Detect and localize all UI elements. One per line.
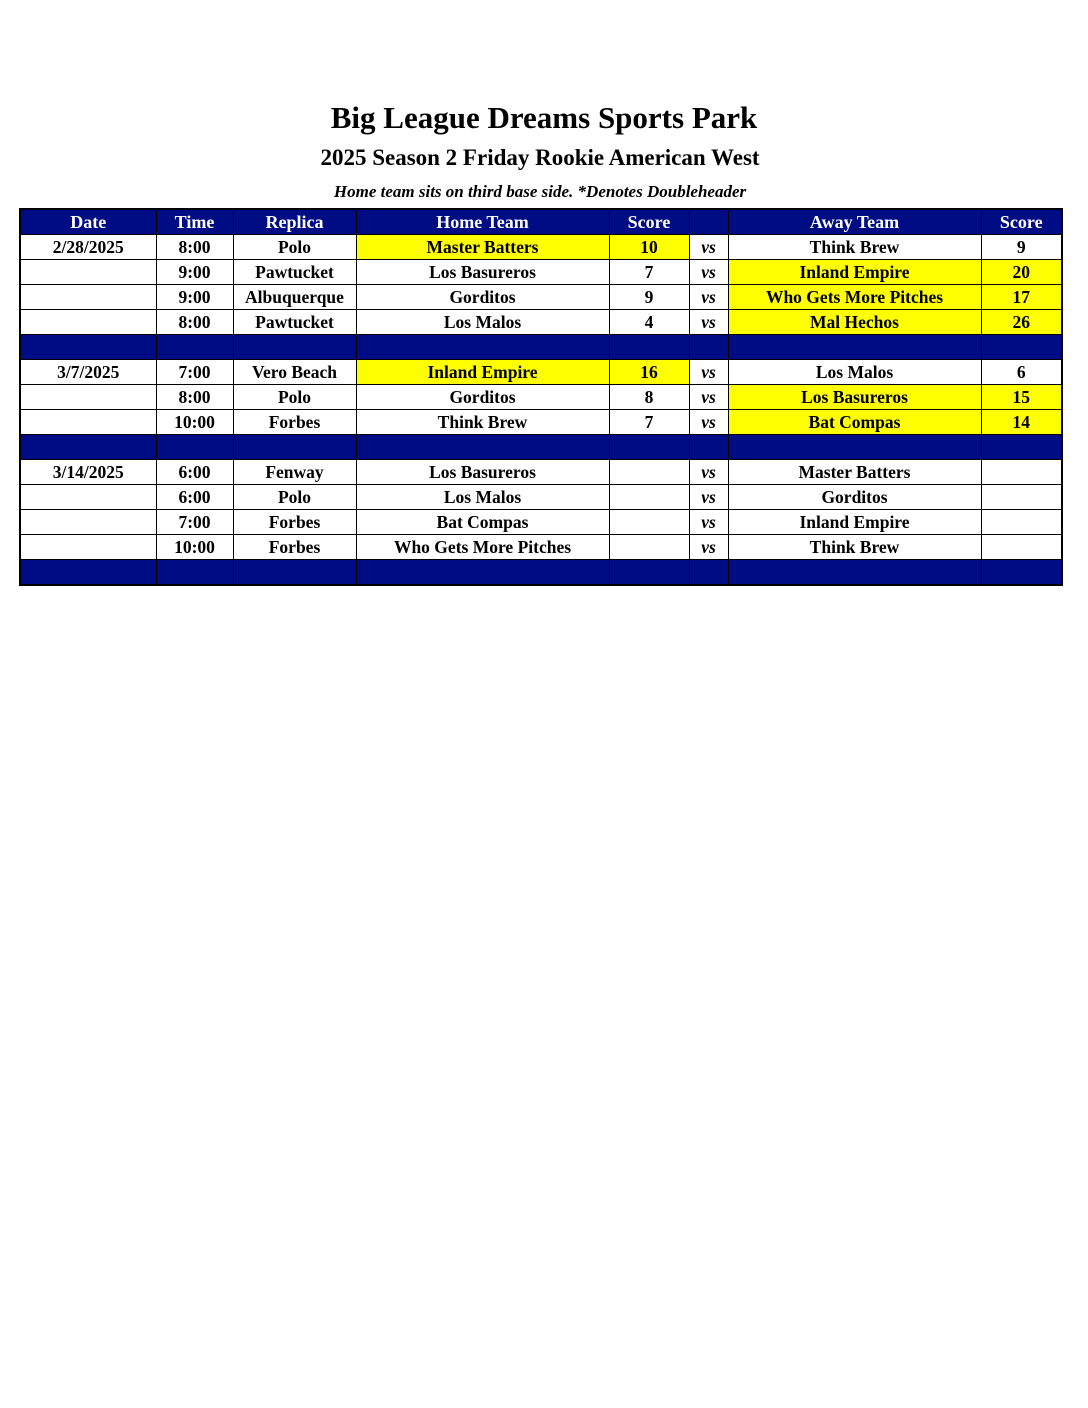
vs-cell: vs bbox=[689, 235, 728, 260]
time-cell: 6:00 bbox=[156, 460, 233, 485]
replica-cell: Pawtucket bbox=[233, 260, 356, 285]
separator-cell bbox=[609, 560, 689, 586]
col-header-home-team: Home Team bbox=[356, 209, 609, 235]
home-team-cell: Bat Compas bbox=[356, 510, 609, 535]
time-cell: 10:00 bbox=[156, 535, 233, 560]
away-team-cell: Inland Empire bbox=[728, 510, 981, 535]
separator-cell bbox=[233, 335, 356, 360]
vs-cell: vs bbox=[689, 260, 728, 285]
col-header-date: Date bbox=[20, 209, 156, 235]
vs-cell: vs bbox=[689, 285, 728, 310]
away-team-cell: Gorditos bbox=[728, 485, 981, 510]
week-separator-row bbox=[20, 560, 1062, 586]
away-team-cell: Think Brew bbox=[728, 535, 981, 560]
time-cell: 9:00 bbox=[156, 260, 233, 285]
away-score-cell: 14 bbox=[981, 410, 1062, 435]
away-score-cell bbox=[981, 535, 1062, 560]
away-score-cell: 6 bbox=[981, 360, 1062, 385]
vs-cell: vs bbox=[689, 460, 728, 485]
time-cell: 8:00 bbox=[156, 385, 233, 410]
col-header-replica: Replica bbox=[233, 209, 356, 235]
home-team-cell: Los Malos bbox=[356, 485, 609, 510]
separator-cell bbox=[981, 560, 1062, 586]
replica-cell: Polo bbox=[233, 385, 356, 410]
date-cell bbox=[20, 310, 156, 335]
away-score-cell: 26 bbox=[981, 310, 1062, 335]
away-team-cell: Think Brew bbox=[728, 235, 981, 260]
home-score-cell bbox=[609, 485, 689, 510]
date-cell: 3/14/2025 bbox=[20, 460, 156, 485]
vs-cell: vs bbox=[689, 535, 728, 560]
date-cell bbox=[20, 535, 156, 560]
separator-cell bbox=[156, 435, 233, 460]
game-row bbox=[20, 460, 1062, 485]
vs-cell: vs bbox=[689, 310, 728, 335]
replica-cell: Forbes bbox=[233, 510, 356, 535]
replica-cell: Fenway bbox=[233, 460, 356, 485]
game-row bbox=[20, 360, 1062, 385]
away-team-cell: Mal Hechos bbox=[728, 310, 981, 335]
replica-cell: Pawtucket bbox=[233, 310, 356, 335]
home-score-cell: 9 bbox=[609, 285, 689, 310]
separator-cell bbox=[20, 560, 156, 586]
date-cell bbox=[20, 285, 156, 310]
time-cell: 6:00 bbox=[156, 485, 233, 510]
home-team-cell: Los Basureros bbox=[356, 460, 609, 485]
home-team-cell: Gorditos bbox=[356, 285, 609, 310]
separator-cell bbox=[728, 335, 981, 360]
col-header-home-score: Score bbox=[609, 209, 689, 235]
away-score-cell: 9 bbox=[981, 235, 1062, 260]
replica-cell: Vero Beach bbox=[233, 360, 356, 385]
date-cell bbox=[20, 260, 156, 285]
vs-cell: vs bbox=[689, 360, 728, 385]
vs-cell: vs bbox=[689, 485, 728, 510]
replica-cell: Forbes bbox=[233, 535, 356, 560]
replica-cell: Forbes bbox=[233, 410, 356, 435]
home-score-cell: 7 bbox=[609, 410, 689, 435]
separator-cell bbox=[156, 335, 233, 360]
col-header-away-score: Score bbox=[981, 209, 1062, 235]
home-team-cell: Think Brew bbox=[356, 410, 609, 435]
date-cell: 3/7/2025 bbox=[20, 360, 156, 385]
time-cell: 8:00 bbox=[156, 310, 233, 335]
col-header-time: Time bbox=[156, 209, 233, 235]
away-team-cell: Inland Empire bbox=[728, 260, 981, 285]
schedule-body bbox=[20, 235, 1062, 586]
home-team-cell: Los Basureros bbox=[356, 260, 609, 285]
game-row bbox=[20, 260, 1062, 285]
date-cell bbox=[20, 385, 156, 410]
home-team-cell: Inland Empire bbox=[356, 360, 609, 385]
separator-cell bbox=[20, 435, 156, 460]
away-score-cell bbox=[981, 510, 1062, 535]
away-score-cell: 20 bbox=[981, 260, 1062, 285]
home-score-cell bbox=[609, 535, 689, 560]
separator-cell bbox=[356, 435, 609, 460]
away-team-cell: Los Basureros bbox=[728, 385, 981, 410]
time-cell: 8:00 bbox=[156, 235, 233, 260]
separator-cell bbox=[233, 435, 356, 460]
separator-cell bbox=[609, 435, 689, 460]
separator-cell bbox=[689, 335, 728, 360]
game-row bbox=[20, 485, 1062, 510]
replica-cell: Polo bbox=[233, 485, 356, 510]
schedule-note: Home team sits on third base side. *Denotes Doubleheader bbox=[333, 182, 747, 201]
game-row bbox=[20, 285, 1062, 310]
header-row bbox=[20, 209, 1062, 235]
home-team-cell: Gorditos bbox=[356, 385, 609, 410]
replica-cell: Albuquerque bbox=[233, 285, 356, 310]
week-separator-row bbox=[20, 435, 1062, 460]
page-subtitle: 2025 Season 2 Friday Rookie American West bbox=[320, 145, 760, 170]
home-score-cell: 8 bbox=[609, 385, 689, 410]
home-score-cell bbox=[609, 460, 689, 485]
col-header-vs bbox=[689, 209, 728, 235]
home-score-cell: 4 bbox=[609, 310, 689, 335]
time-cell: 7:00 bbox=[156, 510, 233, 535]
separator-cell bbox=[233, 560, 356, 586]
game-row bbox=[20, 410, 1062, 435]
separator-cell bbox=[981, 335, 1062, 360]
vs-cell: vs bbox=[689, 385, 728, 410]
separator-cell bbox=[609, 335, 689, 360]
separator-cell bbox=[356, 560, 609, 586]
away-score-cell: 17 bbox=[981, 285, 1062, 310]
home-score-cell: 16 bbox=[609, 360, 689, 385]
home-score-cell bbox=[609, 510, 689, 535]
separator-cell bbox=[156, 560, 233, 586]
page-title: Big League Dreams Sports Park bbox=[330, 100, 758, 135]
separator-cell bbox=[20, 335, 156, 360]
schedule-table bbox=[19, 208, 1063, 586]
away-team-cell: Master Batters bbox=[728, 460, 981, 485]
date-cell bbox=[20, 510, 156, 535]
away-team-cell: Los Malos bbox=[728, 360, 981, 385]
home-team-cell: Master Batters bbox=[356, 235, 609, 260]
away-team-cell: Who Gets More Pitches bbox=[728, 285, 981, 310]
vs-cell: vs bbox=[689, 410, 728, 435]
week-separator-row bbox=[20, 335, 1062, 360]
time-cell: 10:00 bbox=[156, 410, 233, 435]
date-cell: 2/28/2025 bbox=[20, 235, 156, 260]
separator-cell bbox=[689, 560, 728, 586]
away-score-cell bbox=[981, 460, 1062, 485]
separator-cell bbox=[728, 435, 981, 460]
game-row bbox=[20, 310, 1062, 335]
home-score-cell: 7 bbox=[609, 260, 689, 285]
separator-cell bbox=[728, 560, 981, 586]
home-team-cell: Who Gets More Pitches bbox=[356, 535, 609, 560]
vs-cell: vs bbox=[689, 510, 728, 535]
col-header-away-team: Away Team bbox=[728, 209, 981, 235]
date-cell bbox=[20, 485, 156, 510]
time-cell: 7:00 bbox=[156, 360, 233, 385]
game-row bbox=[20, 535, 1062, 560]
game-row bbox=[20, 235, 1062, 260]
time-cell: 9:00 bbox=[156, 285, 233, 310]
home-score-cell: 10 bbox=[609, 235, 689, 260]
date-cell bbox=[20, 410, 156, 435]
game-row bbox=[20, 385, 1062, 410]
away-score-cell: 15 bbox=[981, 385, 1062, 410]
away-score-cell bbox=[981, 485, 1062, 510]
home-team-cell: Los Malos bbox=[356, 310, 609, 335]
separator-cell bbox=[356, 335, 609, 360]
separator-cell bbox=[981, 435, 1062, 460]
replica-cell: Polo bbox=[233, 235, 356, 260]
game-row bbox=[20, 510, 1062, 535]
separator-cell bbox=[689, 435, 728, 460]
away-team-cell: Bat Compas bbox=[728, 410, 981, 435]
